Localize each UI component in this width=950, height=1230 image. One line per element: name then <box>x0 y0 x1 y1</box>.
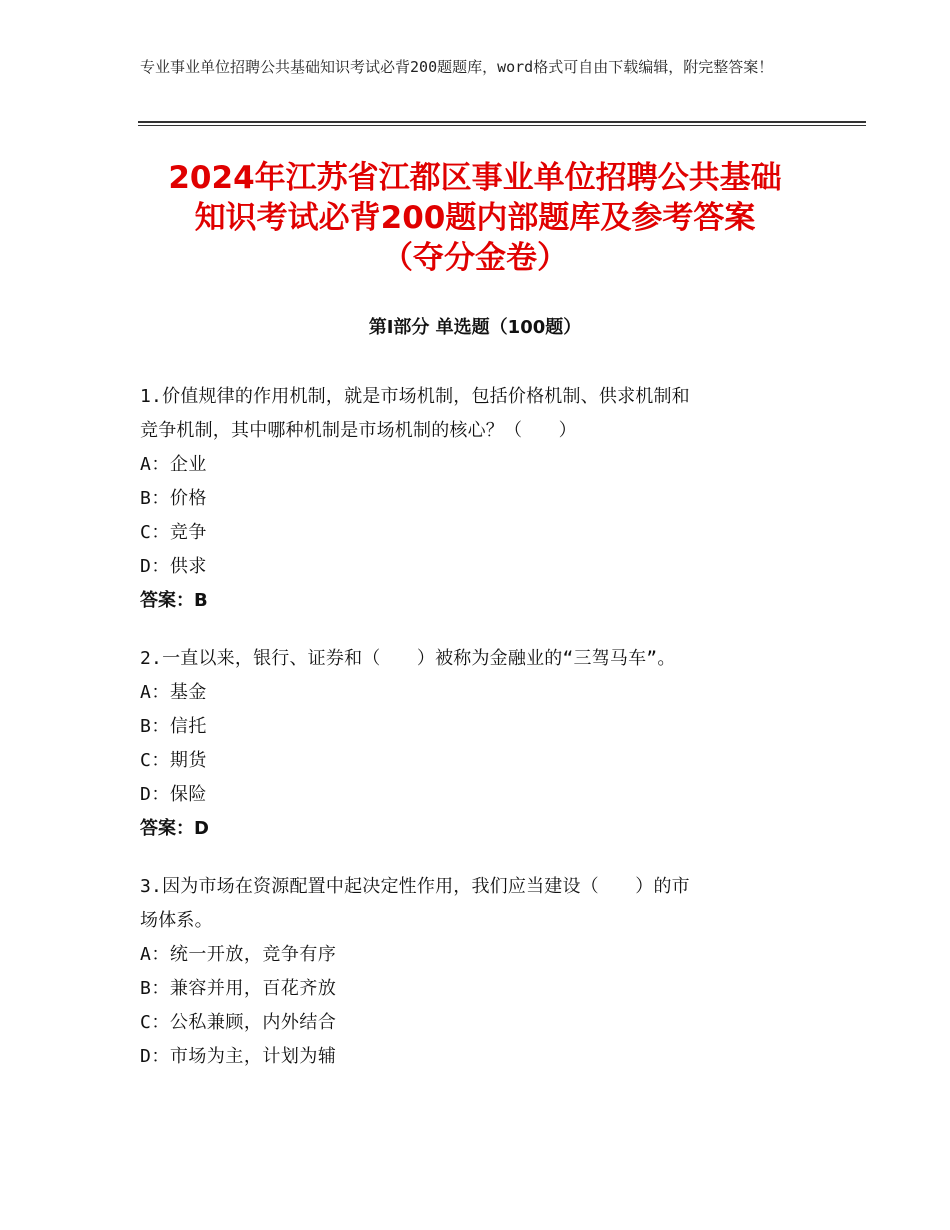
header-rule-thin <box>138 125 866 126</box>
question-option-c: C：竞争 <box>140 522 207 543</box>
header-note: 专业事业单位招聘公共基础知识考试必背200题题库，word格式可自由下载编辑，附完整答案！ <box>140 58 774 76</box>
question-option-d: D：保险 <box>140 784 207 805</box>
question-3 <box>140 870 810 1074</box>
question-2 <box>140 642 810 846</box>
question-stem-line: 3.因为市场在资源配置中起决定性作用，我们应当建设（ ）的市 <box>140 876 690 897</box>
question-list <box>140 380 810 1098</box>
question-option-b: B：信托 <box>140 716 207 737</box>
question-option-d: D：供求 <box>140 556 207 577</box>
section-heading: 第Ⅰ部分 单选题（100题） <box>368 317 582 338</box>
question-stem-line: 场体系。 <box>140 910 213 931</box>
question-option-a: A：基金 <box>140 682 207 703</box>
question-option-a: A：统一开放，竞争有序 <box>140 944 337 965</box>
question-option-a: A：企业 <box>140 454 207 475</box>
question-answer: 答案：B <box>140 590 208 611</box>
question-stem-line: 1.价值规律的作用机制，就是市场机制，包括价格机制、供求机制和 <box>140 386 690 407</box>
question-option-c: C：公私兼顾，内外结合 <box>140 1012 337 1033</box>
document-title-line-2: 知识考试必背200题内部题库及参考答案 <box>194 200 756 236</box>
question-option-b: B：价格 <box>140 488 207 509</box>
header-rule-thick <box>138 121 866 123</box>
question-stem-line: 2.一直以来，银行、证券和（ ）被称为金融业的“三驾马车”。 <box>140 648 676 669</box>
question-answer: 答案：D <box>140 818 209 839</box>
document-title <box>120 158 830 278</box>
document-title-line-1: 2024年江苏省江都区事业单位招聘公共基础 <box>168 160 782 196</box>
question-1 <box>140 380 810 618</box>
question-option-d: D：市场为主，计划为辅 <box>140 1046 337 1067</box>
question-option-c: C：期货 <box>140 750 207 771</box>
document-title-line-3: （夺分金卷） <box>382 240 568 276</box>
question-stem-line: 竞争机制，其中哪种机制是市场机制的核心？（ ） <box>140 420 577 441</box>
question-option-b: B：兼容并用，百花齐放 <box>140 978 337 999</box>
